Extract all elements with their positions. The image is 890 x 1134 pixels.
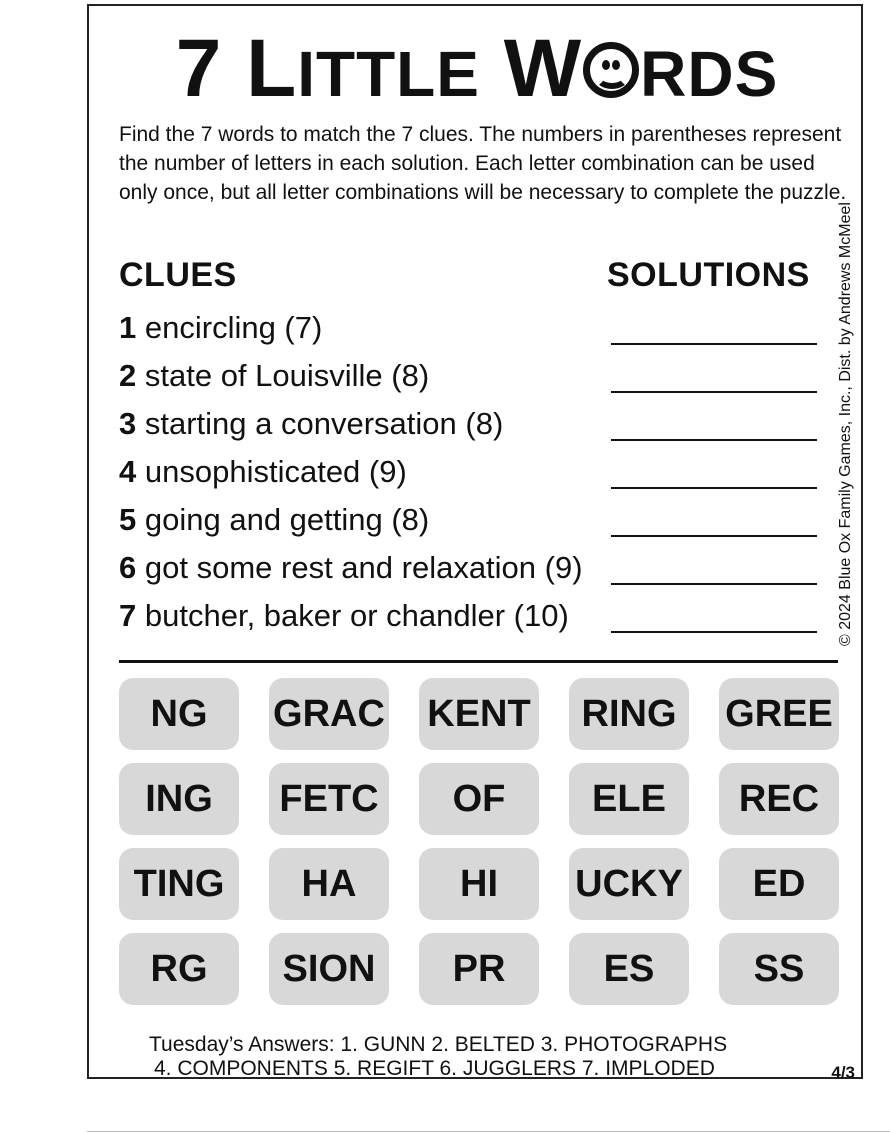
solution-blank-7[interactable] xyxy=(611,631,817,633)
letter-tile[interactable]: ES xyxy=(569,933,689,1005)
letter-tile[interactable]: REC xyxy=(719,763,839,835)
solution-blank-1[interactable] xyxy=(611,343,817,345)
puzzle-frame xyxy=(87,4,863,1082)
letter-tile[interactable]: SION xyxy=(269,933,389,1005)
letter-tile[interactable]: HI xyxy=(419,848,539,920)
clue-text: got some rest and relaxation (9) xyxy=(144,550,583,585)
letter-tile[interactable]: RING xyxy=(569,678,689,750)
letter-tile[interactable]: GREE xyxy=(719,678,839,750)
clue-3 xyxy=(119,408,503,439)
clue-6 xyxy=(119,552,583,583)
clue-text: encircling (7) xyxy=(144,310,323,345)
solution-blank-3[interactable] xyxy=(611,439,817,441)
copyright-credit: © 2024 Blue Ox Family Games, Inc., Dist. by Andrews McMeel xyxy=(837,202,854,646)
clue-text: butcher, baker or chandler (10) xyxy=(144,598,569,633)
clue-7 xyxy=(119,600,569,631)
letter-tile[interactable]: TING xyxy=(119,848,239,920)
smiley-icon xyxy=(583,42,639,98)
solution-blank-2[interactable] xyxy=(611,391,817,393)
letter-tile[interactable]: RG xyxy=(119,933,239,1005)
clue-number: 1 xyxy=(119,310,137,345)
previous-answers-line-1: Tuesday’s Answers: 1. GUNN 2. BELTED 3. PHOTOGRAPHS xyxy=(149,1033,728,1056)
clue-text: state of Louisville (8) xyxy=(144,358,430,393)
instructions: Find the 7 words to match the 7 clues. The numbers in parentheses represent the number of letters in each solution. Each letter combination can be used only once, but all letter combinations will be necessary to complete the puzzle. xyxy=(119,123,847,204)
letter-tile[interactable]: UCKY xyxy=(569,848,689,920)
clue-number: 5 xyxy=(119,502,137,537)
section-divider xyxy=(119,660,838,663)
previous-answers-line-2: 4. COMPONENTS 5. REGIFT 6. JUGGLERS 7. IMPLODED xyxy=(154,1057,715,1080)
clue-number: 7 xyxy=(119,598,137,633)
clue-text: starting a conversation (8) xyxy=(144,406,504,441)
letter-tile[interactable]: FETC xyxy=(269,763,389,835)
letter-tile[interactable]: OF xyxy=(419,763,539,835)
letter-tile[interactable]: HA xyxy=(269,848,389,920)
letter-tile[interactable]: NG xyxy=(119,678,239,750)
letter-tile[interactable]: GRAC xyxy=(269,678,389,750)
clue-text: going and getting (8) xyxy=(144,502,430,537)
clue-5 xyxy=(119,504,429,535)
clue-number: 6 xyxy=(119,550,137,585)
clue-1 xyxy=(119,312,322,343)
letter-tile[interactable]: PR xyxy=(419,933,539,1005)
page-bottom-rule xyxy=(87,1131,890,1132)
clue-number: 2 xyxy=(119,358,137,393)
solution-blank-5[interactable] xyxy=(611,535,817,537)
letter-tile[interactable]: ELE xyxy=(569,763,689,835)
clue-4 xyxy=(119,456,407,487)
clue-number: 4 xyxy=(119,454,137,489)
letter-tile[interactable]: ED xyxy=(719,848,839,920)
letter-tile[interactable]: ING xyxy=(119,763,239,835)
letter-tile[interactable]: KENT xyxy=(419,678,539,750)
solution-blank-6[interactable] xyxy=(611,583,817,585)
solution-blank-4[interactable] xyxy=(611,487,817,489)
clue-number: 3 xyxy=(119,406,137,441)
clue-text: unsophisticated (9) xyxy=(144,454,407,489)
letter-tile[interactable]: SS xyxy=(719,933,839,1005)
clue-2 xyxy=(119,360,429,391)
puzzle-date: 4/3 xyxy=(831,1063,855,1082)
puzzle-title: 7 LITTLE W RDS xyxy=(175,23,779,114)
clues-heading: CLUES xyxy=(119,256,237,294)
solutions-heading: SOLUTIONS xyxy=(607,256,810,294)
